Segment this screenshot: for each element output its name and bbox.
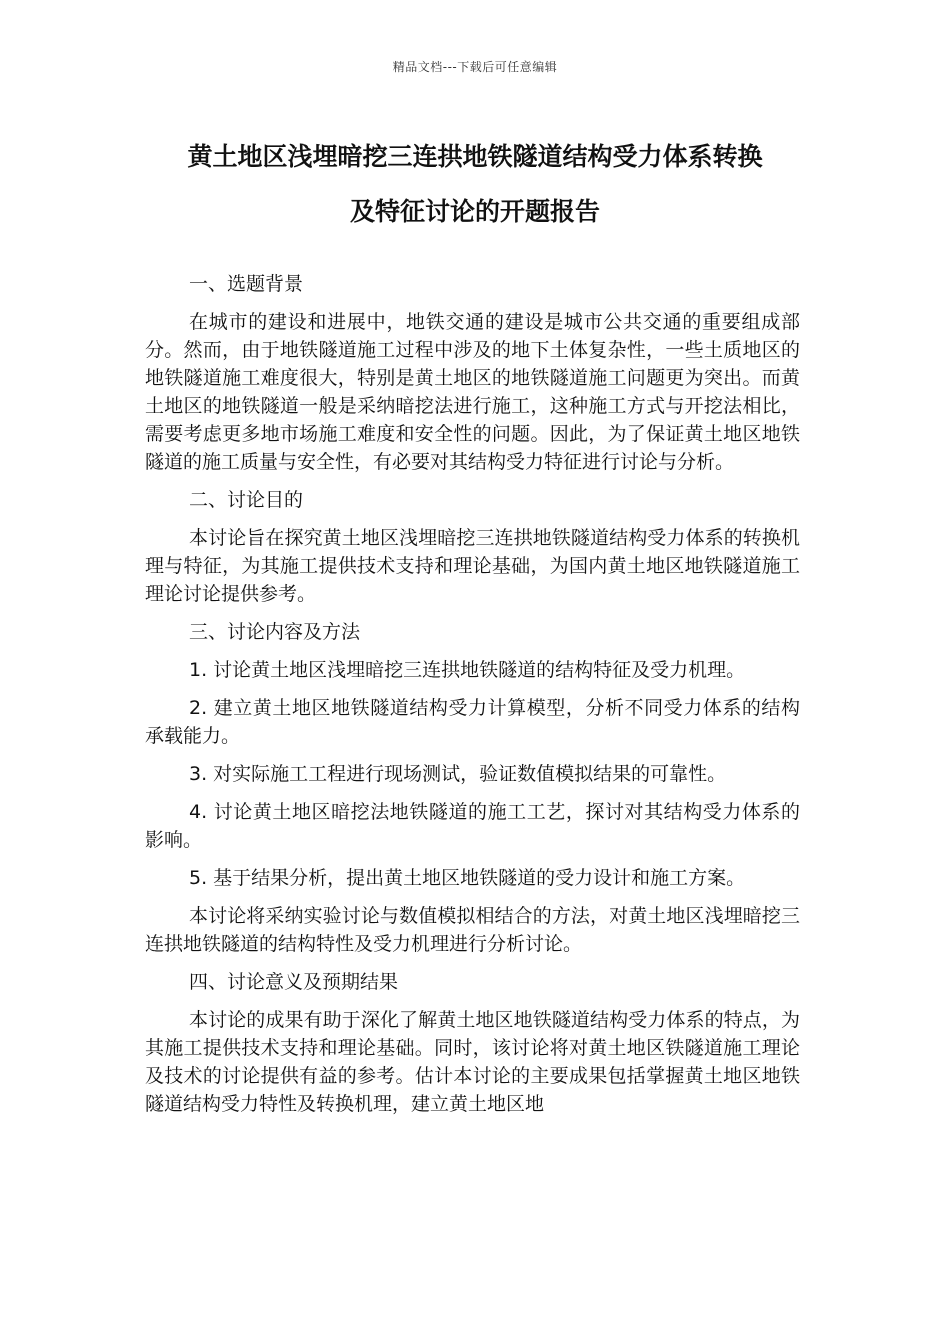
purpose-paragraph: 本讨论旨在探究黄土地区浅埋暗挖三连拱地铁隧道结构受力体系的转换机理与特征，为其施工提供技术支持和理论基础，为国内黄土地区地铁隧道施工理论讨论提供参考。 xyxy=(145,527,800,605)
method-paragraph: 本讨论将采纳实验讨论与数值模拟相结合的方法，对黄土地区浅埋暗挖三连拱地铁隧道的结构特性及受力机理进行分析讨论。 xyxy=(145,905,800,955)
section-heading-background: 一、选题背景 xyxy=(189,273,304,295)
significance-paragraph: 本讨论的成果有助于深化了解黄土地区地铁隧道结构受力体系的特点，为其施工提供技术支持和理论基础。同时，该讨论将对黄土地区铁隧道施工理论及技术的讨论提供有益的参考。估计本讨论的主要成果包括掌握黄土地区地铁隧道结构受力特性及转换机理，建立黄土地区地 xyxy=(145,1009,800,1115)
document-body xyxy=(145,270,800,1128)
document-title-line-2: 及特征讨论的开题报告 xyxy=(349,197,600,226)
document-title-line-1: 黄土地区浅埋暗挖三连拱地铁隧道结构受力体系转换 xyxy=(187,142,763,171)
content-item-5: 5. 基于结果分析，提出黄土地区地铁隧道的受力设计和施工方案。 xyxy=(189,867,746,889)
background-paragraph: 在城市的建设和进展中，地铁交通的建设是城市公共交通的重要组成部分。然而，由于地铁隧道施工过程中涉及的地下土体复杂性，一些土质地区的地铁隧道施工难度很大，特别是黄土地区的地铁隧道施工问题更为突出。而黄土地区的地铁隧道一般是采纳暗挖法进行施工，这种施工方式与开挖法相比，需要考虑更多地市场施工难度和安全性的问题。因此，为了保证黄土地区地铁隧道的施工质量与安全性，有必要对其结构受力特征进行讨论与分析。 xyxy=(145,311,800,473)
content-item-3: 3. 对实际施工工程进行现场测试，验证数值模拟结果的可靠性。 xyxy=(189,763,727,785)
section-heading-significance: 四、讨论意义及预期结果 xyxy=(189,971,399,993)
section-heading-content-method: 三、讨论内容及方法 xyxy=(189,621,361,643)
content-item-2: 2. 建立黄土地区地铁隧道结构受力计算模型，分析不同受力体系的结构承载能力。 xyxy=(145,697,800,747)
content-item-4: 4. 讨论黄土地区暗挖法地铁隧道的施工工艺，探讨对其结构受力体系的影响。 xyxy=(145,801,800,851)
header-note: 精品文档---下载后可任意编辑 xyxy=(392,60,558,74)
section-heading-purpose: 二、讨论目的 xyxy=(189,489,304,511)
content-item-1: 1. 讨论黄土地区浅埋暗挖三连拱地铁隧道的结构特征及受力机理。 xyxy=(189,659,746,681)
